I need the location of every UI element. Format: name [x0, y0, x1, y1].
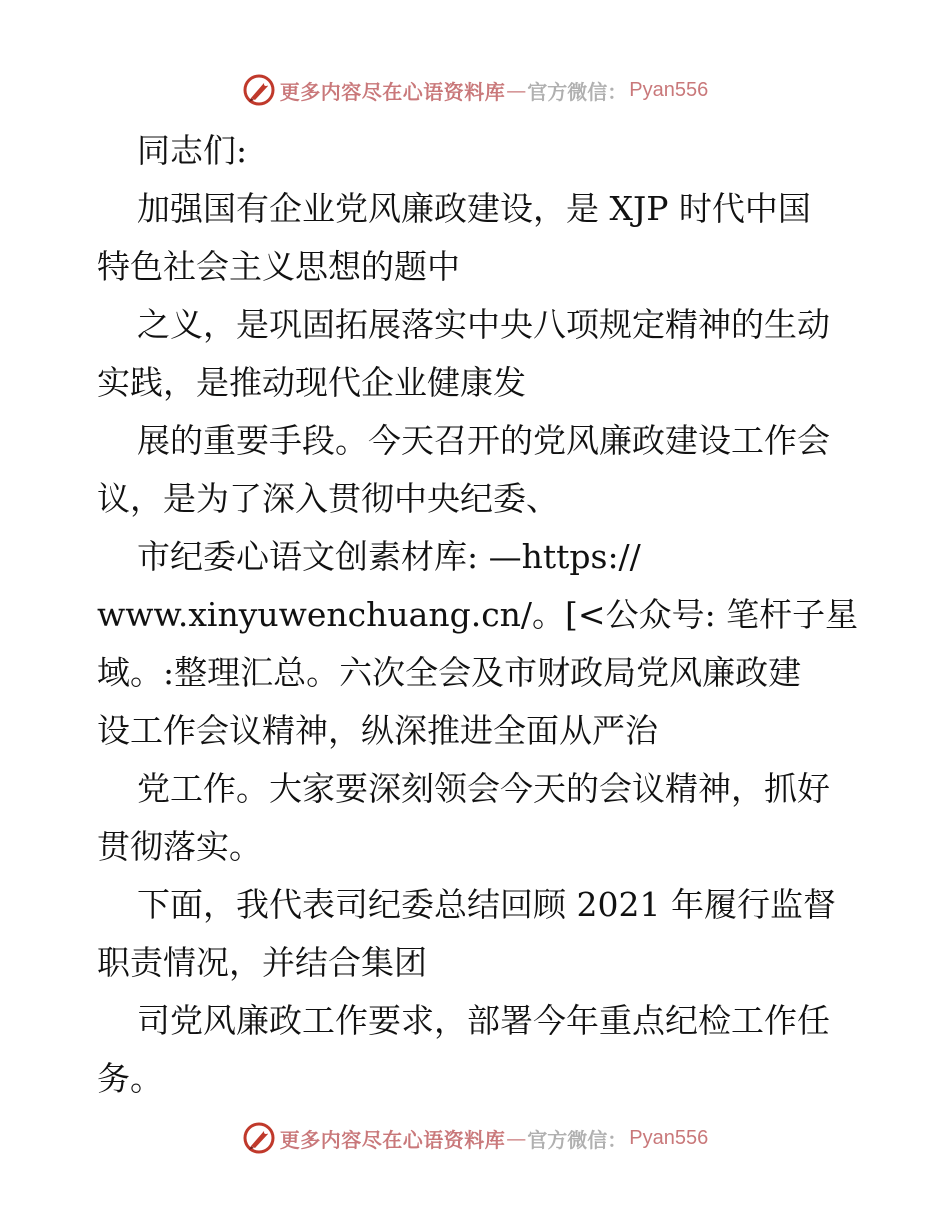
body-line: 贯彻落实。	[97, 827, 262, 866]
body-line: 实践，是推动现代企业健康发	[97, 363, 526, 402]
body-line: 党工作。大家要深刻领会今天的会议精神，抓好	[137, 769, 830, 808]
body-line: www.xinyuwenchuang.cn/。[<公众号: 笔杆子星	[97, 595, 859, 634]
banner-wechat-label: 官方微信：	[527, 1127, 628, 1152]
body-line: 务。	[97, 1059, 163, 1098]
body-line: 设工作会议精神，纵深推进全面从严治	[97, 711, 658, 750]
banner-text: 更多内容尽在心语资料库	[279, 1127, 506, 1152]
body-line: 之义，是巩固拓展落实中央八项规定精神的生动	[137, 305, 830, 344]
body-line: 议，是为了深入贯彻中央纪委、	[97, 479, 559, 518]
body-line: 司党风廉政工作要求，部署今年重点纪检工作任	[137, 1001, 830, 1040]
banner-separator: —	[506, 78, 527, 102]
body-line: 特色社会主义思想的题中	[97, 247, 460, 286]
banner-wechat-id: Pyan556	[629, 78, 709, 101]
body-line: 加强国有企业党风廉政建设，是 XJP 时代中国	[137, 189, 811, 228]
footer-banner	[0, 1116, 950, 1160]
body-line: 域。:整理汇总。六次全会及市财政局党风廉政建	[97, 653, 802, 692]
banner-separator: —	[506, 1126, 527, 1150]
body-line: 下面，我代表司纪委总结回顾 2021 年履行监督	[137, 885, 836, 924]
body-line: 展的重要手段。今天召开的党风廉政建设工作会	[137, 421, 830, 460]
pen-logo-icon	[242, 1121, 276, 1155]
body-line: 市纪委心语文创素材库: —https://	[137, 537, 641, 576]
banner-wechat-label: 官方微信：	[527, 79, 628, 104]
banner-wechat-id: Pyan556	[629, 1126, 709, 1149]
body-line: 职责情况，并结合集团	[97, 943, 427, 982]
document-body	[97, 122, 857, 1108]
header-banner	[0, 68, 950, 112]
banner-text: 更多内容尽在心语资料库	[279, 79, 506, 104]
body-line: 同志们:	[137, 131, 248, 170]
pen-logo-icon	[242, 73, 276, 107]
